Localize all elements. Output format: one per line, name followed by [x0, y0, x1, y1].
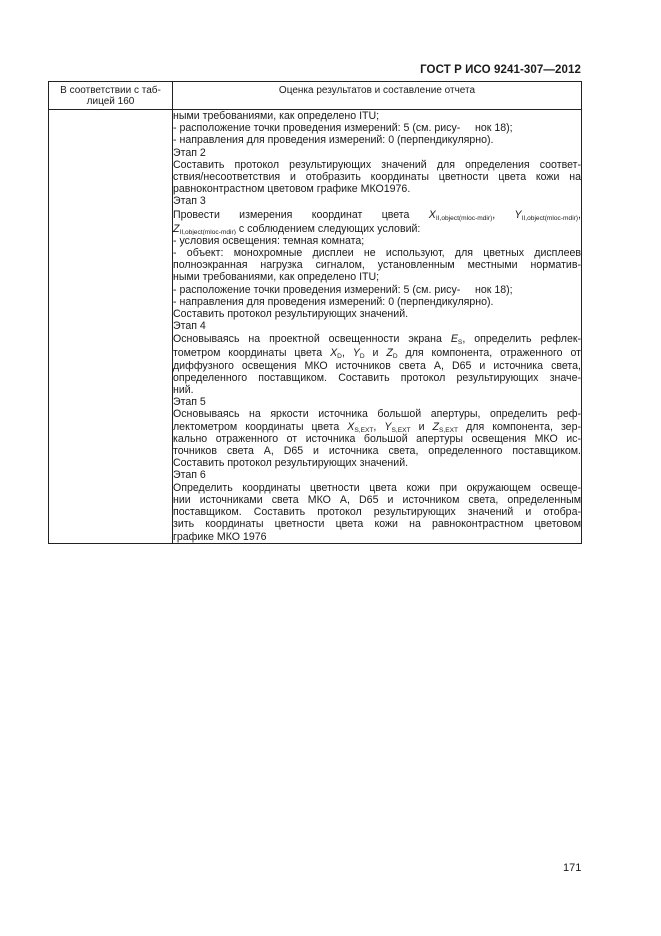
text-span: для компонента, зер-: [466, 420, 581, 433]
text-line: кально отраженного от источника большой апертуры освещения МКО ис-: [173, 432, 581, 445]
table-row: [49, 110, 582, 544]
evaluation-cell: [173, 110, 582, 544]
formula-sub: II,object(mloc-mdir): [521, 214, 579, 222]
formula-sub: II,object(mloc-mdir): [179, 228, 236, 235]
formula-var: Y: [352, 347, 360, 360]
text-line: поставщиком. Составить протокол результирующих значений и отобра-: [173, 506, 581, 519]
standard-header: ГОСТ Р ИСО 9241-307—2012: [420, 64, 581, 76]
formula: [451, 333, 581, 345]
formula-sub: D: [337, 353, 342, 360]
text-line: Составить протокол результирующих значений для определения соответ-: [173, 158, 581, 171]
text-span: с соблюдением следующих условий:: [238, 222, 421, 235]
column-header-evaluation-text: Оценка результатов и составление отчета: [278, 85, 476, 96]
results-table: [48, 81, 582, 544]
column-header-reference-text: В соответствии с таб- лицей 160: [60, 85, 161, 107]
formula-var: Z: [432, 420, 439, 433]
formula: $Y_{II,object(mloc-mdir)}$,: [514, 208, 581, 222]
table-header-row: [49, 82, 582, 110]
formula-sub: D: [359, 353, 365, 360]
text-line: - расположение точки проведения измерений: 5 (см. рису- нок 18);: [173, 283, 513, 296]
formula: [353, 347, 365, 359]
page-number: 171: [563, 862, 582, 874]
text-span: Основываясь на проектной освещенности экрана: [173, 333, 442, 346]
text-span: и: [418, 420, 425, 433]
stage-heading: Этап 5: [173, 396, 206, 409]
text-span: для компонента, отраженного от: [405, 347, 581, 360]
formula: $X_{II,object(mloc-mdir)}$,: [428, 208, 496, 222]
text-line: точников света А, D65 и источника света, определенного поставщиком.: [173, 445, 581, 458]
text-line: зить координаты цветности цвета кожи на равноконтрастном цветовом: [173, 518, 581, 531]
text-span: Провести измерения координат цвета: [173, 208, 410, 221]
formula-sub: S: [457, 339, 463, 347]
stage-heading: Этап 4: [173, 320, 206, 333]
formula-var: Z: [386, 347, 393, 360]
text-line: равноконтрастном цветовом графике МКО1976.: [173, 183, 411, 196]
formula: [433, 421, 459, 433]
text-line: Основываясь на яркости источника большой апертуры, определить реф-: [173, 408, 581, 421]
text-line: [173, 208, 581, 223]
formula-var: E: [450, 333, 458, 346]
text-line: ствия/несоответствия и отобразить координаты цветности цвета кожи на: [173, 171, 581, 184]
formula-var: X: [330, 347, 338, 360]
formula-sub: S,EXT: [391, 426, 411, 433]
text-line: - расположение точки проведения измерений: 5 (см. рису- нок 18);: [173, 122, 513, 135]
formula-sub: D: [392, 353, 398, 360]
text-span: лектометром координаты цвета: [173, 420, 340, 433]
stage-heading: Этап 6: [173, 469, 206, 482]
formula: $X_D$,: [330, 347, 345, 360]
text-line: диффузного освещения МКО источников света А, D65 и источника света,: [173, 359, 581, 372]
formula-var: Z: [173, 222, 180, 235]
column-header-reference: [49, 82, 173, 110]
text-span: тометром координаты цвета: [173, 347, 323, 360]
formula-sub: II,object(mloc-mdir): [435, 214, 493, 222]
text-line: полноэкранная нагрузка сигналом, установленным местными норматив-: [173, 259, 581, 272]
text-line: ными требованиями, как определено ITU;: [173, 110, 380, 122]
formula: [386, 347, 397, 359]
text-line: Составить протокол результирующих значений.: [173, 457, 409, 470]
text-line: ний.: [173, 384, 194, 397]
text-span: и: [372, 347, 379, 360]
formula-var: Y: [514, 208, 522, 221]
text-line: определенного поставщиком. Составить протокол результирующих значе-: [173, 371, 581, 384]
text-line: Составить протокол результирующих значений.: [173, 308, 409, 321]
formula: [384, 421, 410, 433]
text-line: - направления для проведения измерений: 0 (перпендикулярно).: [173, 295, 494, 308]
text-line: графике МКО 1976: [173, 530, 267, 543]
formula-sub: S,EXT: [439, 426, 459, 433]
text-line: [173, 421, 581, 433]
text-line: - направления для проведения измерений: 0 (перпендикулярно).: [173, 134, 494, 147]
text-line: Определить координаты цветности цвета кожи при окружающем освеще-: [173, 481, 581, 494]
text-line: [173, 332, 581, 347]
text-line: [173, 347, 581, 359]
formula-var: X: [428, 208, 436, 221]
formula-sub: S,EXT: [354, 426, 374, 433]
formula-var: X: [347, 420, 355, 433]
column-header-evaluation: [173, 82, 582, 110]
text-line: - условия освещения: темная комната;: [173, 234, 365, 247]
formula: $X_{S,EXT}$,: [347, 420, 377, 433]
reference-cell: [49, 110, 173, 544]
text-line: [173, 223, 581, 235]
stage-heading: Этап 3: [173, 195, 206, 208]
stage-heading: Этап 2: [173, 146, 206, 159]
text-line: нии источниками света МКО А, D65 и источником света, определенным: [173, 493, 581, 506]
text-line: - объект: монохромные дисплеи не используют, для цветных дисплеев: [173, 247, 581, 260]
formula-var: Y: [384, 420, 392, 433]
text-line: ными требованиями, как определено ITU;: [173, 271, 380, 284]
text-span: , определить рефлек-: [462, 333, 581, 346]
